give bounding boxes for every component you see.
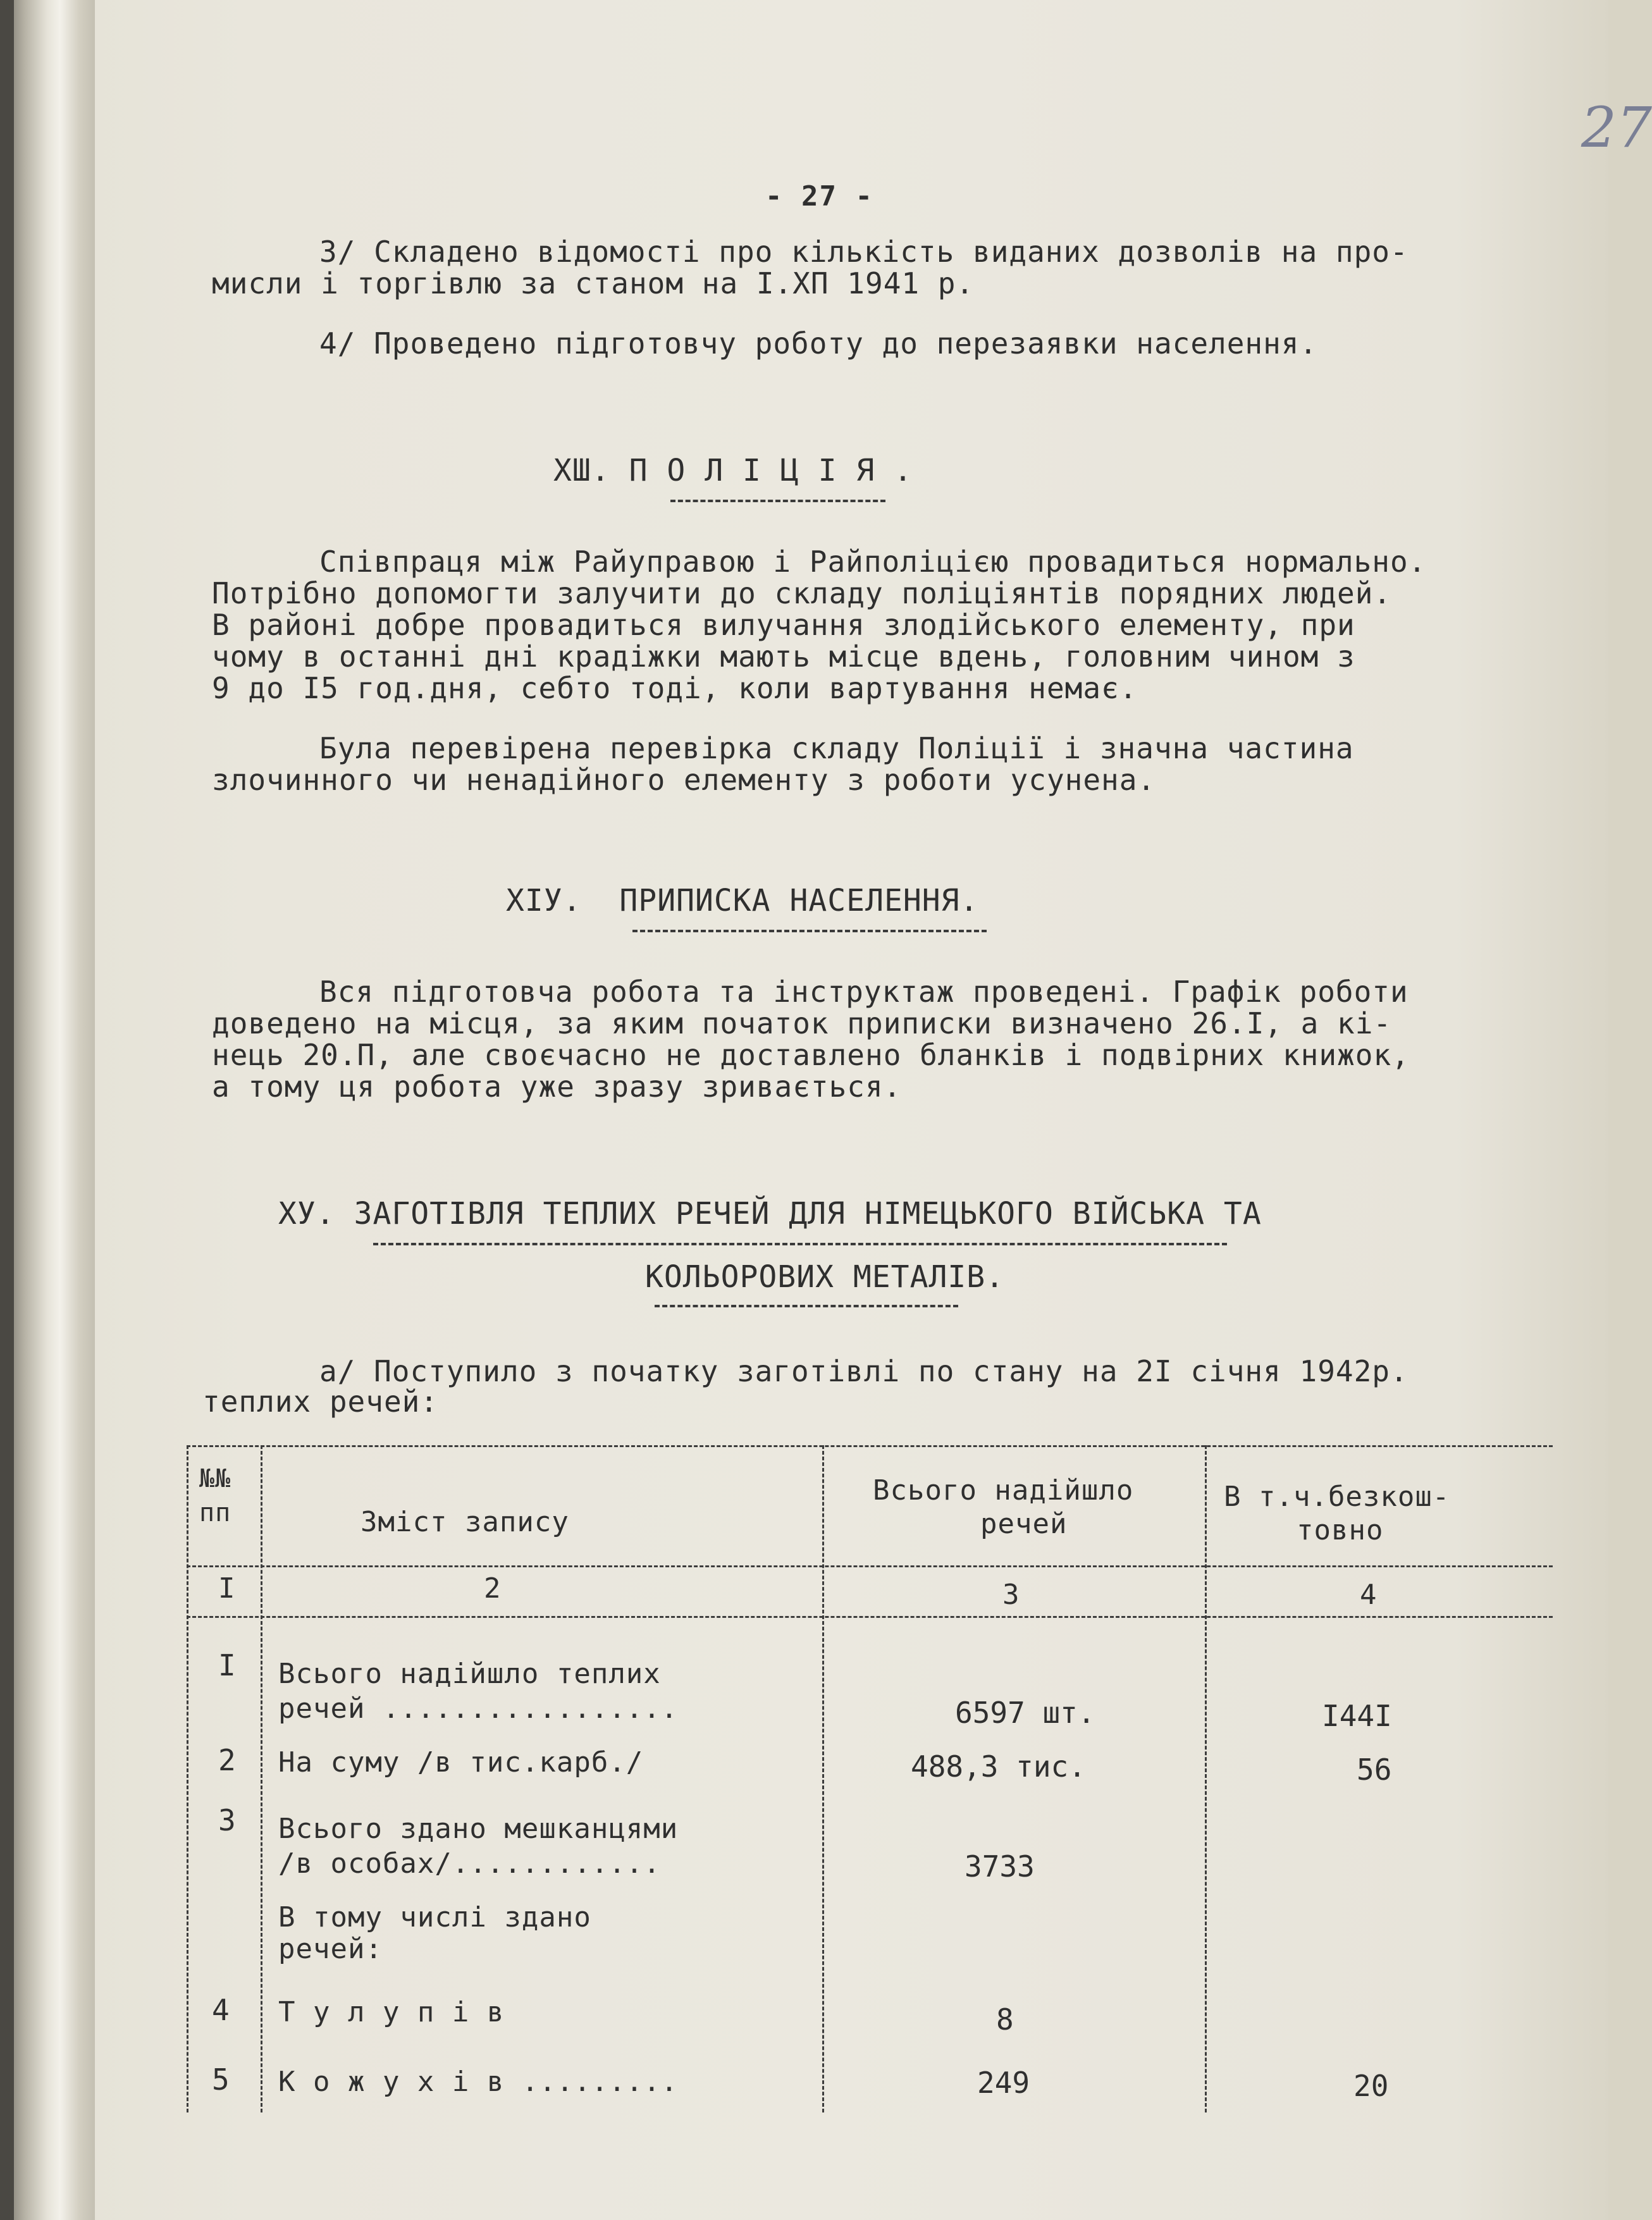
table-header-divider — [187, 1565, 1553, 1567]
s13-p1-line5: 9 до I5 год.дня, себто тоді, коли вартування немає. — [212, 671, 1138, 705]
row3-text-line1: Всього здано мешканцями — [278, 1813, 679, 1845]
header-col2: Зміст запису — [361, 1506, 569, 1538]
table-top-border — [187, 1445, 1553, 1447]
row5-no: 5 — [212, 2063, 230, 2097]
item4: 4/ Проведено підготовчу роботу до перезаявки населення. — [319, 326, 1318, 361]
table-col2-divider — [822, 1445, 824, 2112]
s15-sub-a-line1: а/ Поступило з початку заготівлі по стану на 2I січня 1942р. — [319, 1354, 1409, 1388]
binding-shadow — [0, 0, 14, 2220]
handwritten-page-number: 27 — [1581, 95, 1652, 160]
header-col4-line2: товно — [1297, 1514, 1384, 1546]
row1-no: I — [218, 1648, 236, 1682]
item3-line1: 3/ Складено відомості про кількість виданих дозволів на про- — [319, 235, 1409, 269]
s13-p1-line1: Співпраця між Райуправою і Райполіцією провадиться нормально. — [319, 545, 1427, 579]
row2-no: 2 — [218, 1743, 236, 1777]
row1-total: 6597 шт. — [955, 1696, 1095, 1730]
row4-text: Т у л у п і в — [278, 1996, 505, 2028]
binding-edge — [0, 0, 95, 2220]
s14-p1-line3: нець 20.П, але своєчасно не доставлено бланків і подвірних книжок, — [212, 1038, 1410, 1072]
row1-text-line1: Всього надійшло теплих — [278, 1658, 661, 1690]
subheading-line2: речей: — [278, 1933, 383, 1965]
document-page — [95, 0, 1652, 2220]
s14-p1-line2: доведено на місця, за яким початок приписки визначено 26.I, а кі- — [212, 1006, 1392, 1040]
table-col1-divider — [261, 1445, 262, 2112]
colnum-1: I — [218, 1572, 236, 1605]
row5-free: 20 — [1353, 2069, 1389, 2103]
header-col1-line2: пп — [199, 1498, 231, 1527]
colnum-2: 2 — [484, 1572, 502, 1605]
row5-total: 249 — [977, 2066, 1030, 2100]
table-colnum-divider — [187, 1616, 1553, 1618]
section15-underline1 — [373, 1243, 1227, 1245]
row3-total: 3733 — [965, 1849, 1035, 1884]
section15-heading-line1: XУ. ЗАГОТІВЛЯ ТЕПЛИХ РЕЧЕЙ ДЛЯ НІМЕЦЬКОГО ВІЙСЬКА ТА — [278, 1196, 1262, 1231]
header-col1-line1: №№ — [199, 1464, 231, 1493]
s13-p2-line1: Була перевірена перевірка складу Поліції і значна частина — [319, 731, 1354, 765]
s15-sub-a-line2: теплих речей: — [202, 1384, 439, 1419]
table-col3-divider — [1205, 1445, 1207, 2112]
subheading-line1: В тому числі здано — [278, 1901, 591, 1933]
section14-heading: XIУ. ПРИПИСКА НАСЕЛЕННЯ. — [506, 883, 979, 918]
header-col3-line1: Всього надійшло — [873, 1474, 1134, 1507]
colnum-3: 3 — [1002, 1579, 1020, 1611]
row1-text-line2: речей ................. — [278, 1693, 679, 1725]
section14-underline — [632, 930, 987, 932]
row3-no: 3 — [218, 1803, 236, 1837]
s14-p1-line1: Вся підготовча робота та інструктаж проведені. Графік роботи — [319, 975, 1409, 1009]
section15-heading-line2: КОЛЬОРОВИХ МЕТАЛІВ. — [645, 1259, 1005, 1295]
s14-p1-line4: а тому ця робота уже зразу зривається. — [212, 1070, 902, 1104]
row4-no: 4 — [212, 1993, 230, 2027]
row2-total: 488,3 тис. — [911, 1749, 1086, 1784]
s13-p1-line4: чому в останні дні крадіжки мають місце вдень, головним чином з — [212, 639, 1355, 674]
header-col4-line1: В т.ч.безкош- — [1224, 1481, 1450, 1513]
table-left-border — [187, 1445, 188, 2112]
row3-text-line2: /в особах/............ — [278, 1847, 661, 1880]
section13-heading: XШ. П О Л І Ц І Я . — [553, 453, 913, 488]
header-col3-line2: речей — [980, 1508, 1068, 1540]
section13-underline — [670, 500, 885, 502]
s13-p2-line2: злочинного чи ненадійного елементу з роботи усунена. — [212, 763, 1156, 797]
s13-p1-line2: Потрібно допомогти залучити до складу поліціянтів порядних людей. — [212, 576, 1392, 610]
row4-total: 8 — [996, 2002, 1014, 2037]
page-number: - 27 - — [765, 180, 873, 213]
row1-free: I44I — [1322, 1699, 1392, 1733]
section15-underline2 — [655, 1305, 958, 1307]
s13-p1-line3: В районі добре провадиться вилучання злодійського елементу, при — [212, 608, 1355, 642]
colnum-4: 4 — [1360, 1579, 1378, 1611]
row2-free: 56 — [1357, 1753, 1392, 1787]
item3-line2: мисли і торгівлю за станом на I.XП 1941 р. — [212, 266, 975, 300]
row5-text: К о ж у х і в ......... — [278, 2066, 679, 2098]
row2-text-line1: На суму /в тис.карб./ — [278, 1746, 644, 1779]
